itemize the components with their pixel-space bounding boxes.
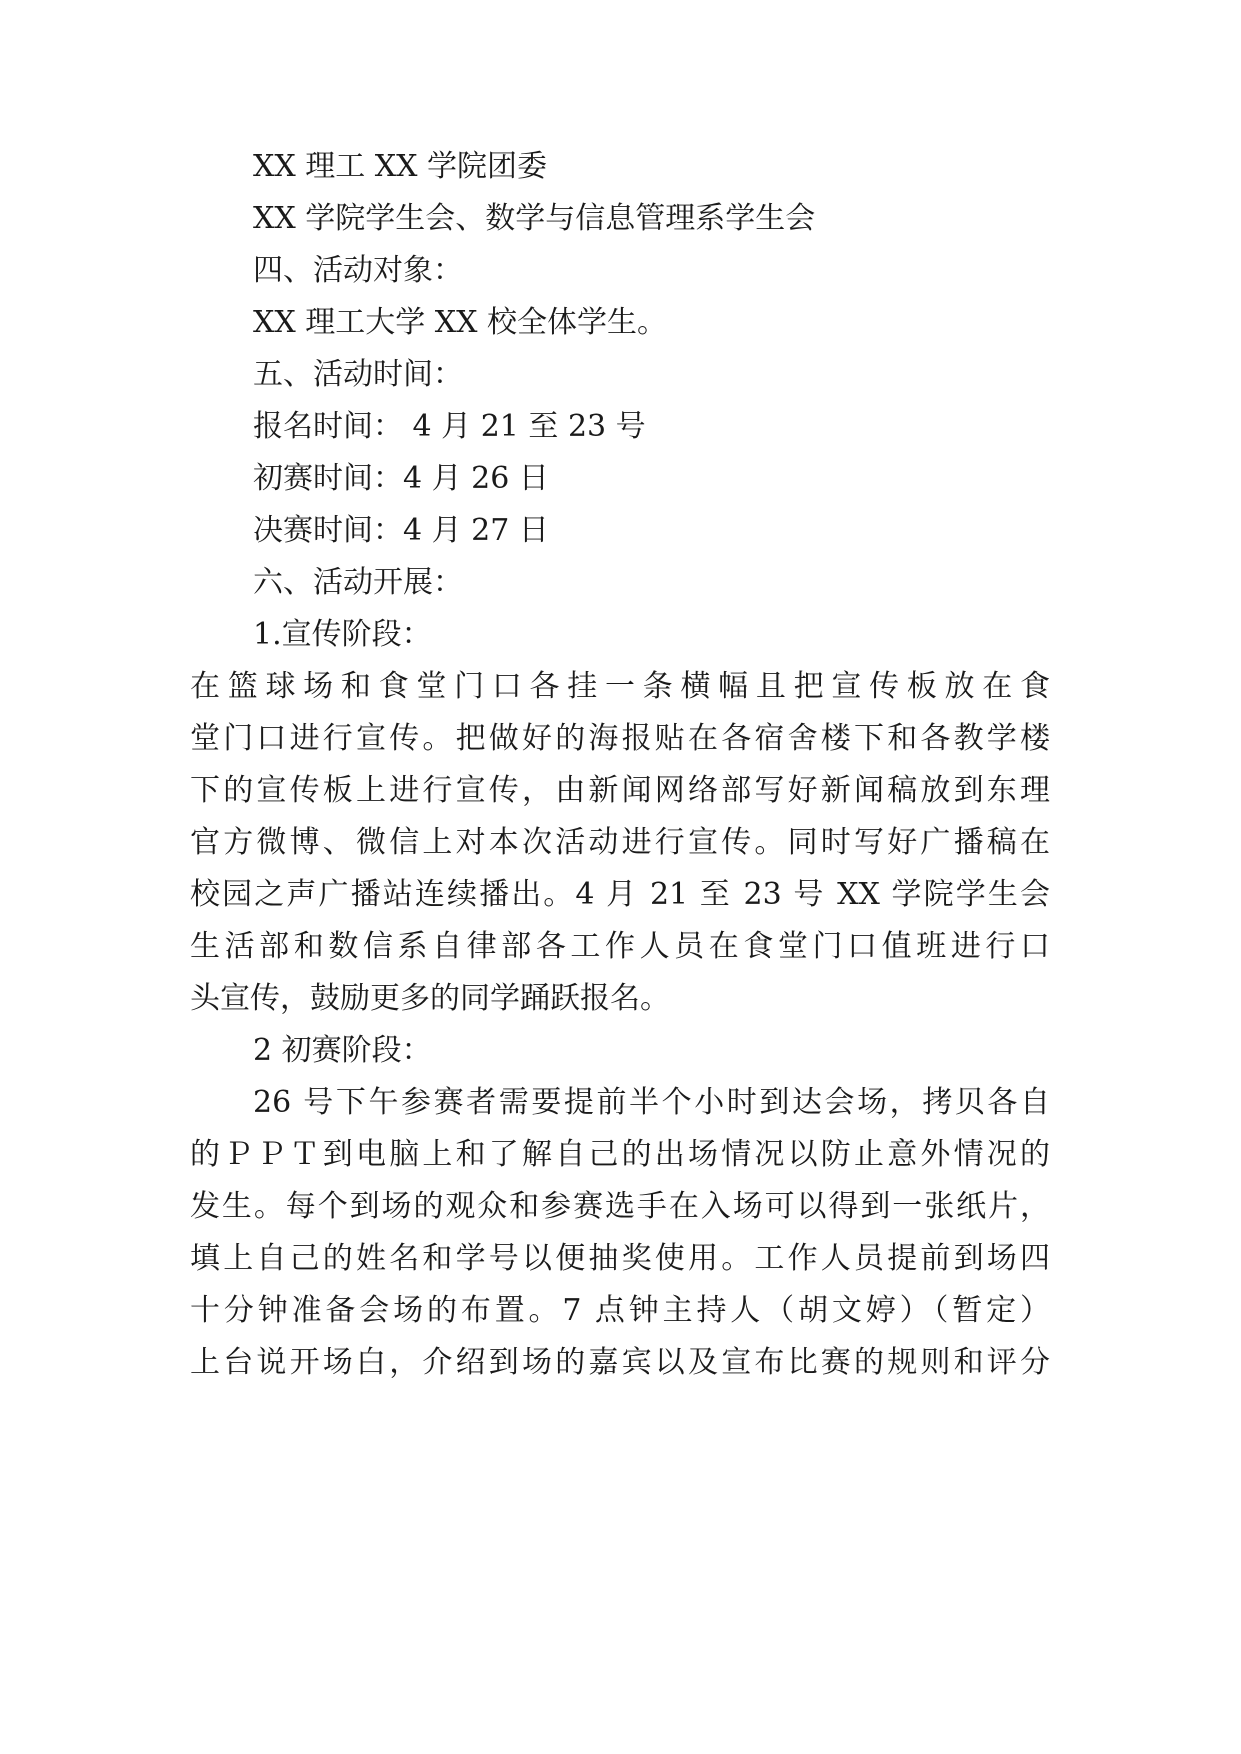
preliminary-time: 初赛时间：4 月 26 日 [253, 461, 549, 496]
section-heading-time: 五、活动时间： [253, 357, 463, 392]
subheading-publicity: 1.宣传阶段： [253, 617, 432, 652]
paragraph-line: 十分钟准备会场的布置。7 点钟主持人（胡文婷）（暂定） [190, 1293, 1050, 1328]
organizer-line-2: XX 学院学生会、数学与信息管理系学生会 [253, 201, 816, 236]
paragraph-line: 官方微博、微信上对本次活动进行宣传。同时写好广播稿在 [190, 825, 1050, 860]
paragraph-line: 在篮球场和食堂门口各挂一条横幅且把宣传板放在食 [190, 669, 1050, 704]
paragraph-line: 26 号下午参赛者需要提前半个小时到达会场，拷贝各自 [253, 1085, 1050, 1120]
participants-text: XX 理工大学 XX 校全体学生。 [253, 305, 668, 340]
paragraph-line: 的ＰＰＴ到电脑上和了解自己的出场情况以防止意外情况的 [190, 1137, 1050, 1172]
organizer-line-1: XX 理工 XX 学院团委 [253, 149, 548, 184]
paragraph-line: 上台说开场白，介绍到场的嘉宾以及宣布比赛的规则和评分 [190, 1345, 1050, 1380]
paragraph-line: 堂门口进行宣传。把做好的海报贴在各宿舍楼下和各教学楼 [190, 721, 1050, 756]
paragraph-line: 填上自己的姓名和学号以便抽奖使用。工作人员提前到场四 [190, 1241, 1050, 1276]
final-time: 决赛时间：4 月 27 日 [253, 513, 549, 548]
paragraph-line: 下的宣传板上进行宣传，由新闻网络部写好新闻稿放到东理 [190, 773, 1050, 808]
section-heading-activities: 六、活动开展： [253, 565, 463, 600]
registration-time: 报名时间： 4 月 21 至 23 号 [253, 409, 646, 444]
paragraph-line: 发生。每个到场的观众和参赛选手在入场可以得到一张纸片， [190, 1189, 1050, 1224]
paragraph-line: 校园之声广播站连续播出。4 月 21 至 23 号 XX 学院学生会 [190, 877, 1050, 912]
section-heading-participants: 四、活动对象： [253, 253, 463, 288]
paragraph-line: 头宣传，鼓励更多的同学踊跃报名。 [190, 981, 670, 1016]
paragraph-line: 生活部和数信系自律部各工作人员在食堂门口值班进行口 [190, 929, 1050, 964]
subheading-preliminary: 2 初赛阶段： [253, 1033, 432, 1068]
